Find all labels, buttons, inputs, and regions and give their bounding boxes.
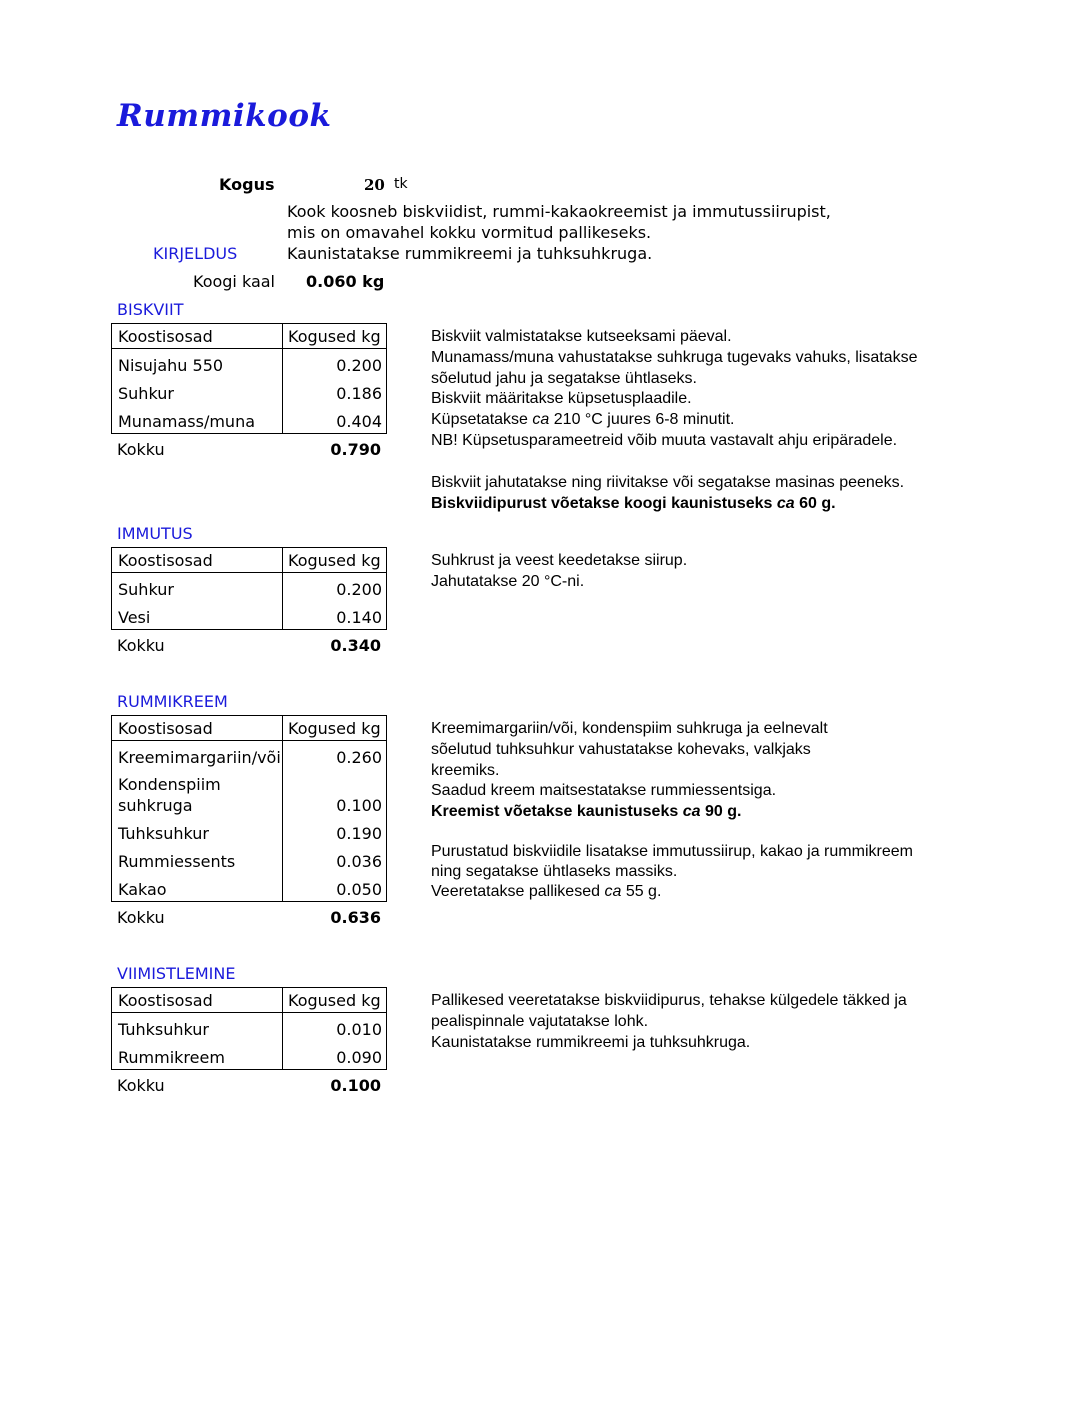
kogus-unit: tk [394, 176, 408, 192]
description-line: Kaunistatakse rummikreemi ja tuhksuhkruga. [287, 244, 653, 263]
note-line: Biskviit valmistatakse kutseeksami päeval. [431, 328, 732, 345]
koogi-kaal-value: 0.060 kg [306, 272, 385, 291]
note-line: Munamass/muna vahustatakse suhkruga tugevaks vahuks, lisatakse [431, 349, 918, 366]
section-title-immutus: IMMUTUS [117, 524, 193, 543]
note-line: kreemiks. [431, 762, 500, 779]
note-line: NB! Küpsetusparameetreid võib muuta vastavalt ahju eripäradele. [431, 432, 898, 449]
koogi-kaal-label: Koogi kaal [193, 272, 275, 291]
description-line: Kook koosneb biskviidist, rummi-kakaokreemist ja immutussiirupist, [287, 202, 831, 221]
note-line: Biskviit jahutatakse ning riivitakse või segatakse masinas peeneks. [431, 474, 905, 491]
note-line: Kaunistatakse rummikreemi ja tuhksuhkruga. [431, 1034, 751, 1051]
table-body: Suhkur 0.200 Vesi 0.140 [111, 573, 387, 630]
table-body: Kreemimargariin/või 0.260 Kondenspiim suhkruga 0.100 Tuhksuhkur 0.190 Rummiessents 0.036 Kakao 0.050 [111, 741, 387, 902]
page-title: Rummikook [117, 98, 332, 134]
description-line: mis on omavahel kokku vormitud pallikeseks. [287, 223, 652, 242]
header-quantity: Kogused kg [288, 327, 381, 346]
table-header: Koostisosad Kogused kg [111, 547, 387, 573]
section-title-biskviit: BISKVIIT [117, 300, 184, 319]
table-body: Tuhksuhkur 0.010 Rummikreem 0.090 [111, 1013, 387, 1070]
note-line: Küpsetatakse ca 210 °C juures 6-8 minutit. [431, 411, 735, 428]
note-line: sõelutud tuhksuhkur vahustatakse kohevaks, valkjaks [431, 741, 811, 758]
note-line: ning segatakse ühtlaseks massiks. [431, 863, 678, 880]
note-line: Pallikesed veeretatakse biskviidipurus, tehakse külgedele täkked ja [431, 992, 907, 1009]
kirjeldus-label: KIRJELDUS [153, 244, 238, 263]
note-line: Veeretatakse pallikesed ca 55 g. [431, 883, 662, 900]
note-line: Kreemist võetakse kaunistuseks ca 90 g. [431, 803, 742, 820]
table-header [111, 323, 387, 349]
section-title-rummikreem: RUMMIKREEM [117, 692, 228, 711]
kogus-label: Kogus [219, 175, 275, 194]
note-line: Saadud kreem maitsestatakse rummiessentsiga. [431, 782, 777, 799]
note-line: Kreemimargariin/või, kondenspiim suhkruga ja eelnevalt [431, 720, 828, 737]
note-line: Suhkrust ja veest keedetakse siirup. [431, 552, 688, 569]
header-ingredient: Koostisosad [118, 327, 213, 346]
note-line: Biskviit määritakse küpsetusplaadile. [431, 390, 692, 407]
note-line: Purustatud biskviidile lisatakse immutussiirup, kakao ja rummikreem [431, 843, 913, 860]
note-line: sõelutud jahu ja segatakse ühtlaseks. [431, 370, 697, 387]
kogus-value: 20 [364, 176, 385, 194]
note-line: Biskviidipurust võetakse koogi kaunistuseks ca 60 g. [431, 495, 836, 512]
table-header: Koostisosad Kogused kg [111, 987, 387, 1013]
note-line: Jahutatakse 20 °C-ni. [431, 573, 585, 590]
section-title-viimistlemine: VIIMISTLEMINE [117, 964, 236, 983]
table-header: Koostisosad Kogused kg [111, 715, 387, 741]
note-line: pealispinnale vajutatakse lohk. [431, 1013, 649, 1030]
table-body: Nisujahu 550 0.200 Suhkur 0.186 Munamass/muna 0.404 [111, 349, 387, 434]
